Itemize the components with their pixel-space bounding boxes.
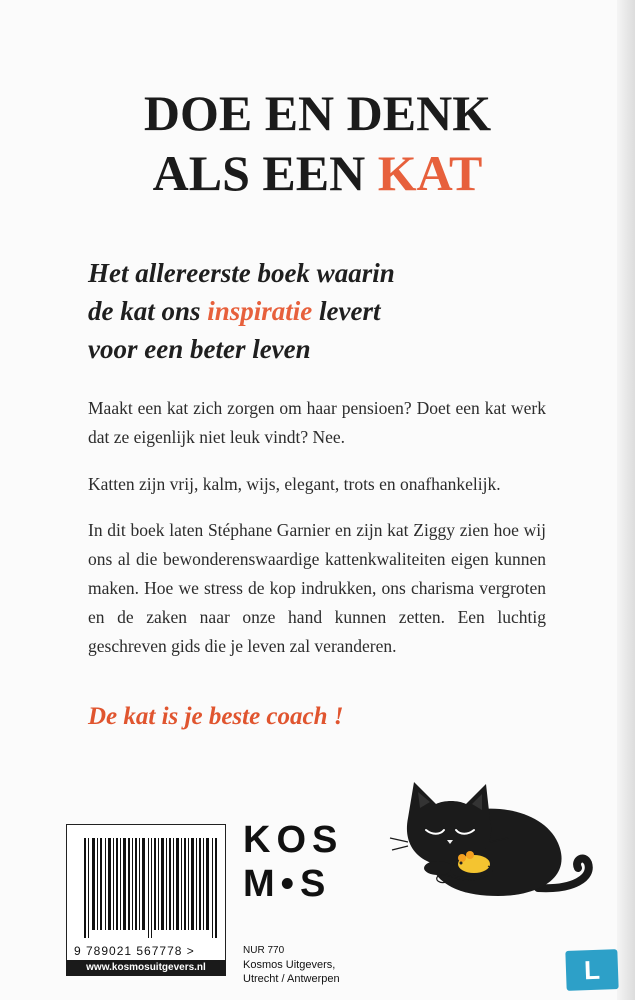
title-line-2 — [0, 145, 635, 201]
isbn-number: 9 789021 567778 > — [74, 944, 195, 958]
tagline-line-3: voor een beter leven — [88, 334, 311, 364]
blurb-paragraph-2: Katten zijn vrij, kalm, wijs, elegant, trots en onafhankelijk. — [88, 474, 501, 494]
tagline-line-2-prefix: de kat ons — [88, 296, 208, 326]
publisher-name: Kosmos Uitgevers, — [243, 959, 336, 971]
tagline-line-2-suffix: levert — [312, 296, 381, 326]
title-line-1: DOE EN DENK — [143, 85, 492, 141]
publisher-location: Utrecht / Antwerpen — [243, 973, 340, 985]
publisher-url: www.kosmosuitgevers.nl — [66, 960, 226, 976]
tagline-accent-word: inspiratie — [207, 296, 313, 326]
logo-line-2: M•S — [243, 863, 332, 905]
logo-line-1: KOS — [243, 819, 344, 861]
publisher-imprint — [243, 944, 340, 986]
blurb-paragraph-3: In dit boek laten Stéphane Garnier en zijn kat Ziggy zien hoe wij ons al die bewonderenswaardige kattenkwaliteiten eigen kunnen maken. Hoe we stress de kop indrukken, ons charisma vergroten en de zaken naar onze hand kunnen zetten. Een luchtig geschreven gids die je leven zal veranderen. — [88, 520, 546, 656]
title-accent-word: KAT — [377, 145, 483, 201]
tagline-line-2 — [88, 292, 548, 330]
blurb-paragraph-1: Maakt een kat zich zorgen om haar pensioen? Doet een kat werk dat ze eigenlijk niet leuk vindt? Nee. — [88, 398, 546, 447]
barcode-icon — [84, 838, 220, 938]
watermark-letter: L — [583, 954, 601, 986]
watermark-logo — [565, 949, 618, 991]
sleeping-cat-illustration — [388, 768, 598, 908]
tagline-line-1: Het allereerste boek waarin — [88, 258, 395, 288]
kosmos-logo — [243, 818, 343, 908]
nur-code: NUR 770 — [243, 945, 285, 956]
slogan: De kat is je beste coach ! — [88, 703, 344, 730]
tagline — [88, 254, 548, 368]
title-line-2-prefix: ALS EEN — [152, 145, 378, 201]
